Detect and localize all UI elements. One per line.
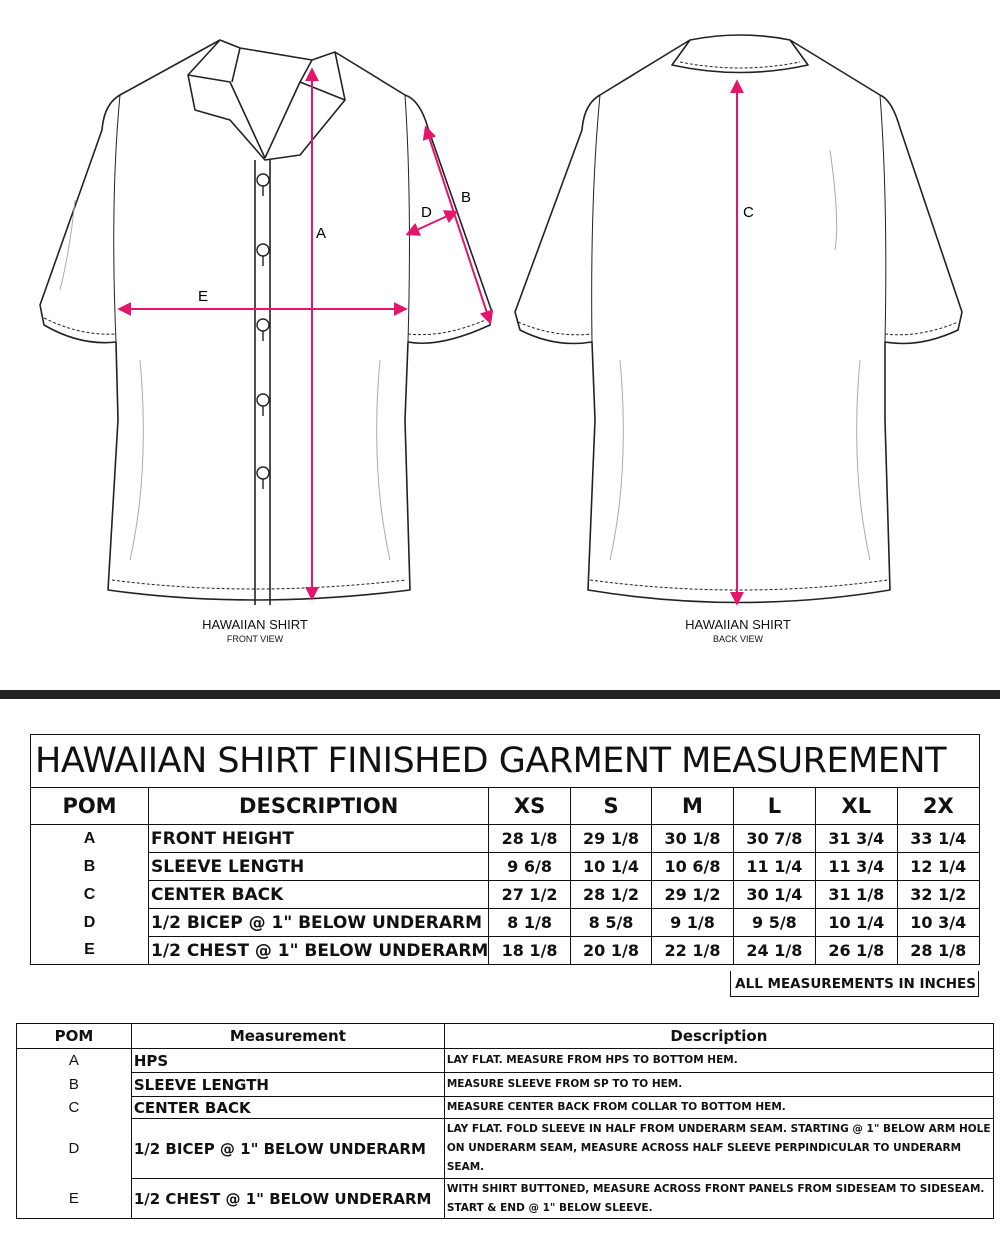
table-row — [31, 825, 980, 853]
value-cell: 27 1/2 — [489, 881, 570, 909]
description-cell: 1/2 CHEST @ 1" BELOW UNDERARM — [149, 937, 489, 965]
back-label-c: C — [743, 204, 754, 221]
table-row — [17, 1073, 994, 1097]
front-label-a: A — [316, 225, 327, 242]
pom-cell: B — [17, 1073, 132, 1097]
back-view-caption: HAWAIIAN SHIRT — [685, 617, 791, 632]
pom-cell: A — [31, 825, 149, 853]
value-cell: 26 1/8 — [816, 937, 897, 965]
description-cell: LAY FLAT. MEASURE FROM HPS TO BOTTOM HEM. — [444, 1049, 993, 1073]
table-row — [17, 1179, 994, 1219]
pom-cell: C — [17, 1097, 132, 1119]
value-cell: 10 1/4 — [816, 909, 897, 937]
description-cell: FRONT HEIGHT — [149, 825, 489, 853]
header-size: XL — [816, 788, 897, 825]
value-cell: 29 1/8 — [570, 825, 651, 853]
value-cell: 20 1/8 — [570, 937, 651, 965]
header-size: XS — [489, 788, 570, 825]
pom-cell: E — [17, 1179, 132, 1219]
pom-cell: A — [17, 1049, 132, 1073]
value-cell: 30 7/8 — [733, 825, 815, 853]
table-row — [31, 881, 980, 909]
measurement-cell: 1/2 BICEP @ 1" BELOW UNDERARM — [131, 1119, 444, 1179]
header-size: 2X — [897, 788, 979, 825]
header-pom: POM — [17, 1024, 132, 1049]
measure-line-d — [408, 212, 456, 234]
value-cell: 10 1/4 — [570, 853, 651, 881]
description-cell: MEASURE SLEEVE FROM SP TO TO HEM. — [444, 1073, 993, 1097]
measurement-cell: SLEEVE LENGTH — [131, 1073, 444, 1097]
value-cell: 31 1/8 — [816, 881, 897, 909]
units-note: ALL MEASUREMENTS IN INCHES — [730, 971, 979, 997]
table-row — [31, 937, 980, 965]
table-row — [31, 853, 980, 881]
value-cell: 28 1/2 — [570, 881, 651, 909]
value-cell: 29 1/2 — [652, 881, 733, 909]
header-description: DESCRIPTION — [149, 788, 489, 825]
front-label-d: D — [421, 204, 432, 221]
header-description: Description — [444, 1024, 993, 1049]
description-cell: 1/2 BICEP @ 1" BELOW UNDERARM — [149, 909, 489, 937]
header-size: M — [652, 788, 733, 825]
value-cell: 9 6/8 — [489, 853, 570, 881]
pom-cell: E — [31, 937, 149, 965]
measurement-cell: CENTER BACK — [131, 1097, 444, 1119]
measurement-spec-table — [30, 734, 980, 965]
value-cell: 22 1/8 — [652, 937, 733, 965]
pom-cell: C — [31, 881, 149, 909]
description-cell: WITH SHIRT BUTTONED, MEASURE ACROSS FRONT PANELS FROM SIDESEAM TO SIDESEAM. START & END @ 1" BELOW SLEEVE. — [444, 1179, 993, 1219]
header-size: S — [570, 788, 651, 825]
value-cell: 9 1/8 — [652, 909, 733, 937]
description-cell: SLEEVE LENGTH — [149, 853, 489, 881]
measurement-cell: HPS — [131, 1049, 444, 1073]
header-measurement: Measurement — [131, 1024, 444, 1049]
measurement-method-table — [16, 1023, 994, 1219]
value-cell: 8 1/8 — [489, 909, 570, 937]
value-cell: 11 3/4 — [816, 853, 897, 881]
value-cell: 32 1/2 — [897, 881, 979, 909]
table-row — [31, 909, 980, 937]
description-cell: CENTER BACK — [149, 881, 489, 909]
measure-line-b — [426, 128, 490, 322]
value-cell: 10 3/4 — [897, 909, 979, 937]
value-cell: 31 3/4 — [816, 825, 897, 853]
description-cell: MEASURE CENTER BACK FROM COLLAR TO BOTTOM HEM. — [444, 1097, 993, 1119]
pom-cell: D — [31, 909, 149, 937]
value-cell: 11 1/4 — [733, 853, 815, 881]
value-cell: 28 1/8 — [489, 825, 570, 853]
value-cell: 33 1/4 — [897, 825, 979, 853]
value-cell: 10 6/8 — [652, 853, 733, 881]
value-cell: 18 1/8 — [489, 937, 570, 965]
header-pom: POM — [31, 788, 149, 825]
header-size: L — [733, 788, 815, 825]
spec-table-title: HAWAIIAN SHIRT FINISHED GARMENT MEASUREMENT — [31, 735, 980, 788]
value-cell: 28 1/8 — [897, 937, 979, 965]
front-view-subcaption: FRONT VIEW — [226, 634, 284, 644]
table-row — [17, 1049, 994, 1073]
back-view-subcaption: BACK VIEW — [712, 634, 763, 644]
value-cell: 30 1/4 — [733, 881, 815, 909]
front-label-e: E — [198, 288, 209, 305]
table-row — [17, 1097, 994, 1119]
value-cell: 8 5/8 — [570, 909, 651, 937]
front-view-sketch — [40, 40, 492, 605]
pom-cell: B — [31, 853, 149, 881]
value-cell: 30 1/8 — [652, 825, 733, 853]
description-cell: LAY FLAT. FOLD SLEEVE IN HALF FROM UNDERARM SEAM. STARTING @ 1" BELOW ARM HOLE ON UNDERARM SEAM, MEASURE ACROSS HALF SLEEVE PERPINDICULAR TO UNDERARM SEAM. — [444, 1119, 993, 1179]
value-cell: 12 1/4 — [897, 853, 979, 881]
back-view-sketch — [515, 35, 962, 603]
measurement-cell: 1/2 CHEST @ 1" BELOW UNDERARM — [131, 1179, 444, 1219]
front-label-b: B — [461, 189, 472, 206]
value-cell: 9 5/8 — [733, 909, 815, 937]
value-cell: 24 1/8 — [733, 937, 815, 965]
section-divider — [0, 690, 1000, 699]
front-view-caption: HAWAIIAN SHIRT — [202, 617, 308, 632]
pom-cell: D — [17, 1119, 132, 1179]
table-row — [17, 1119, 994, 1179]
